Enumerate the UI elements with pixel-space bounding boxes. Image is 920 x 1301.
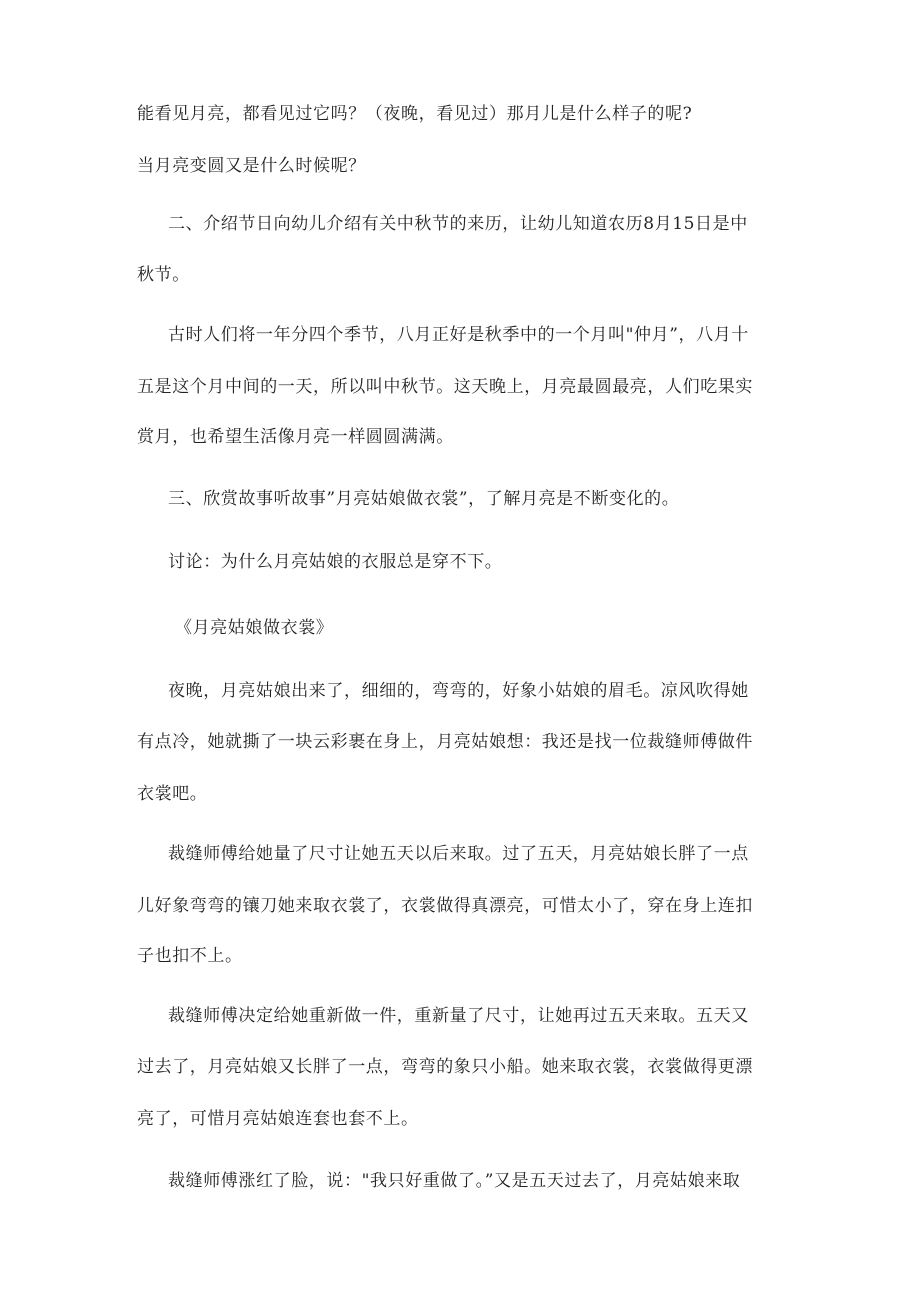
text-line: 裁缝师傅给她量了尺寸让她五天以后来取。过了五天，月亮姑娘长胖了一点 <box>168 844 749 864</box>
text-line: 子也扣不上。 <box>137 946 243 966</box>
text-line: 裁缝师傅决定给她重新做一件，重新量了尺寸，让她再过五天来取。五天又 <box>168 1006 749 1026</box>
text-line: 当月亮变圆又是什么时候呢？ <box>137 156 366 176</box>
section-heading: 三、欣赏故事听故事”月亮姑娘做衣裳”，了解月亮是不断变化的。 <box>168 489 680 509</box>
text-line: 夜晚，月亮姑娘出来了，细细的，弯弯的，好象小姑娘的眉毛。凉风吹得她 <box>168 681 749 701</box>
text-line: 秋节。 <box>137 265 190 285</box>
text-line: 儿好象弯弯的镶刀她来取衣裳了，衣裳做得真漂亮，可惜太小了，穿在身上连扣 <box>137 896 753 916</box>
text-line: 赏月，也希望生活像月亮一样圆圆满满。 <box>137 427 454 447</box>
text-line: 古时人们将一年分四个季节，八月正好是秋季中的一个月叫"仲月”，八月十 <box>168 325 749 345</box>
section-heading: 二、介绍节日向幼儿介绍有关中秋节的来历，让幼儿知道农历8月15日是中 <box>168 214 748 234</box>
text-line: 亮了，可惜月亮姑娘连套也套不上。 <box>137 1109 419 1129</box>
text-line: 衣裳吧。 <box>137 784 208 804</box>
text-line: 裁缝师傅涨红了脸，说："我只好重做了。”又是五天过去了，月亮姑娘来取 <box>168 1171 741 1191</box>
text-line: 讨论：为什么月亮姑娘的衣服总是穿不下。 <box>168 552 503 572</box>
story-title: 《月亮姑娘做衣裳》 <box>175 618 334 638</box>
text-line: 能看见月亮，都看见过它吗？（夜晚，看见过）那月儿是什么样子的呢? <box>137 104 693 124</box>
text-line: 五是这个月中间的一天，所以叫中秋节。这天晚上，月亮最圆最亮，人们吃果实 <box>137 377 753 397</box>
text-line: 过去了，月亮姑娘又长胖了一点，弯弯的象只小船。她来取衣裳，衣裳做得更漂 <box>137 1057 753 1077</box>
text-line: 有点冷，她就撕了一块云彩裹在身上，月亮姑娘想：我还是找一位裁缝师傅做件 <box>137 732 753 752</box>
